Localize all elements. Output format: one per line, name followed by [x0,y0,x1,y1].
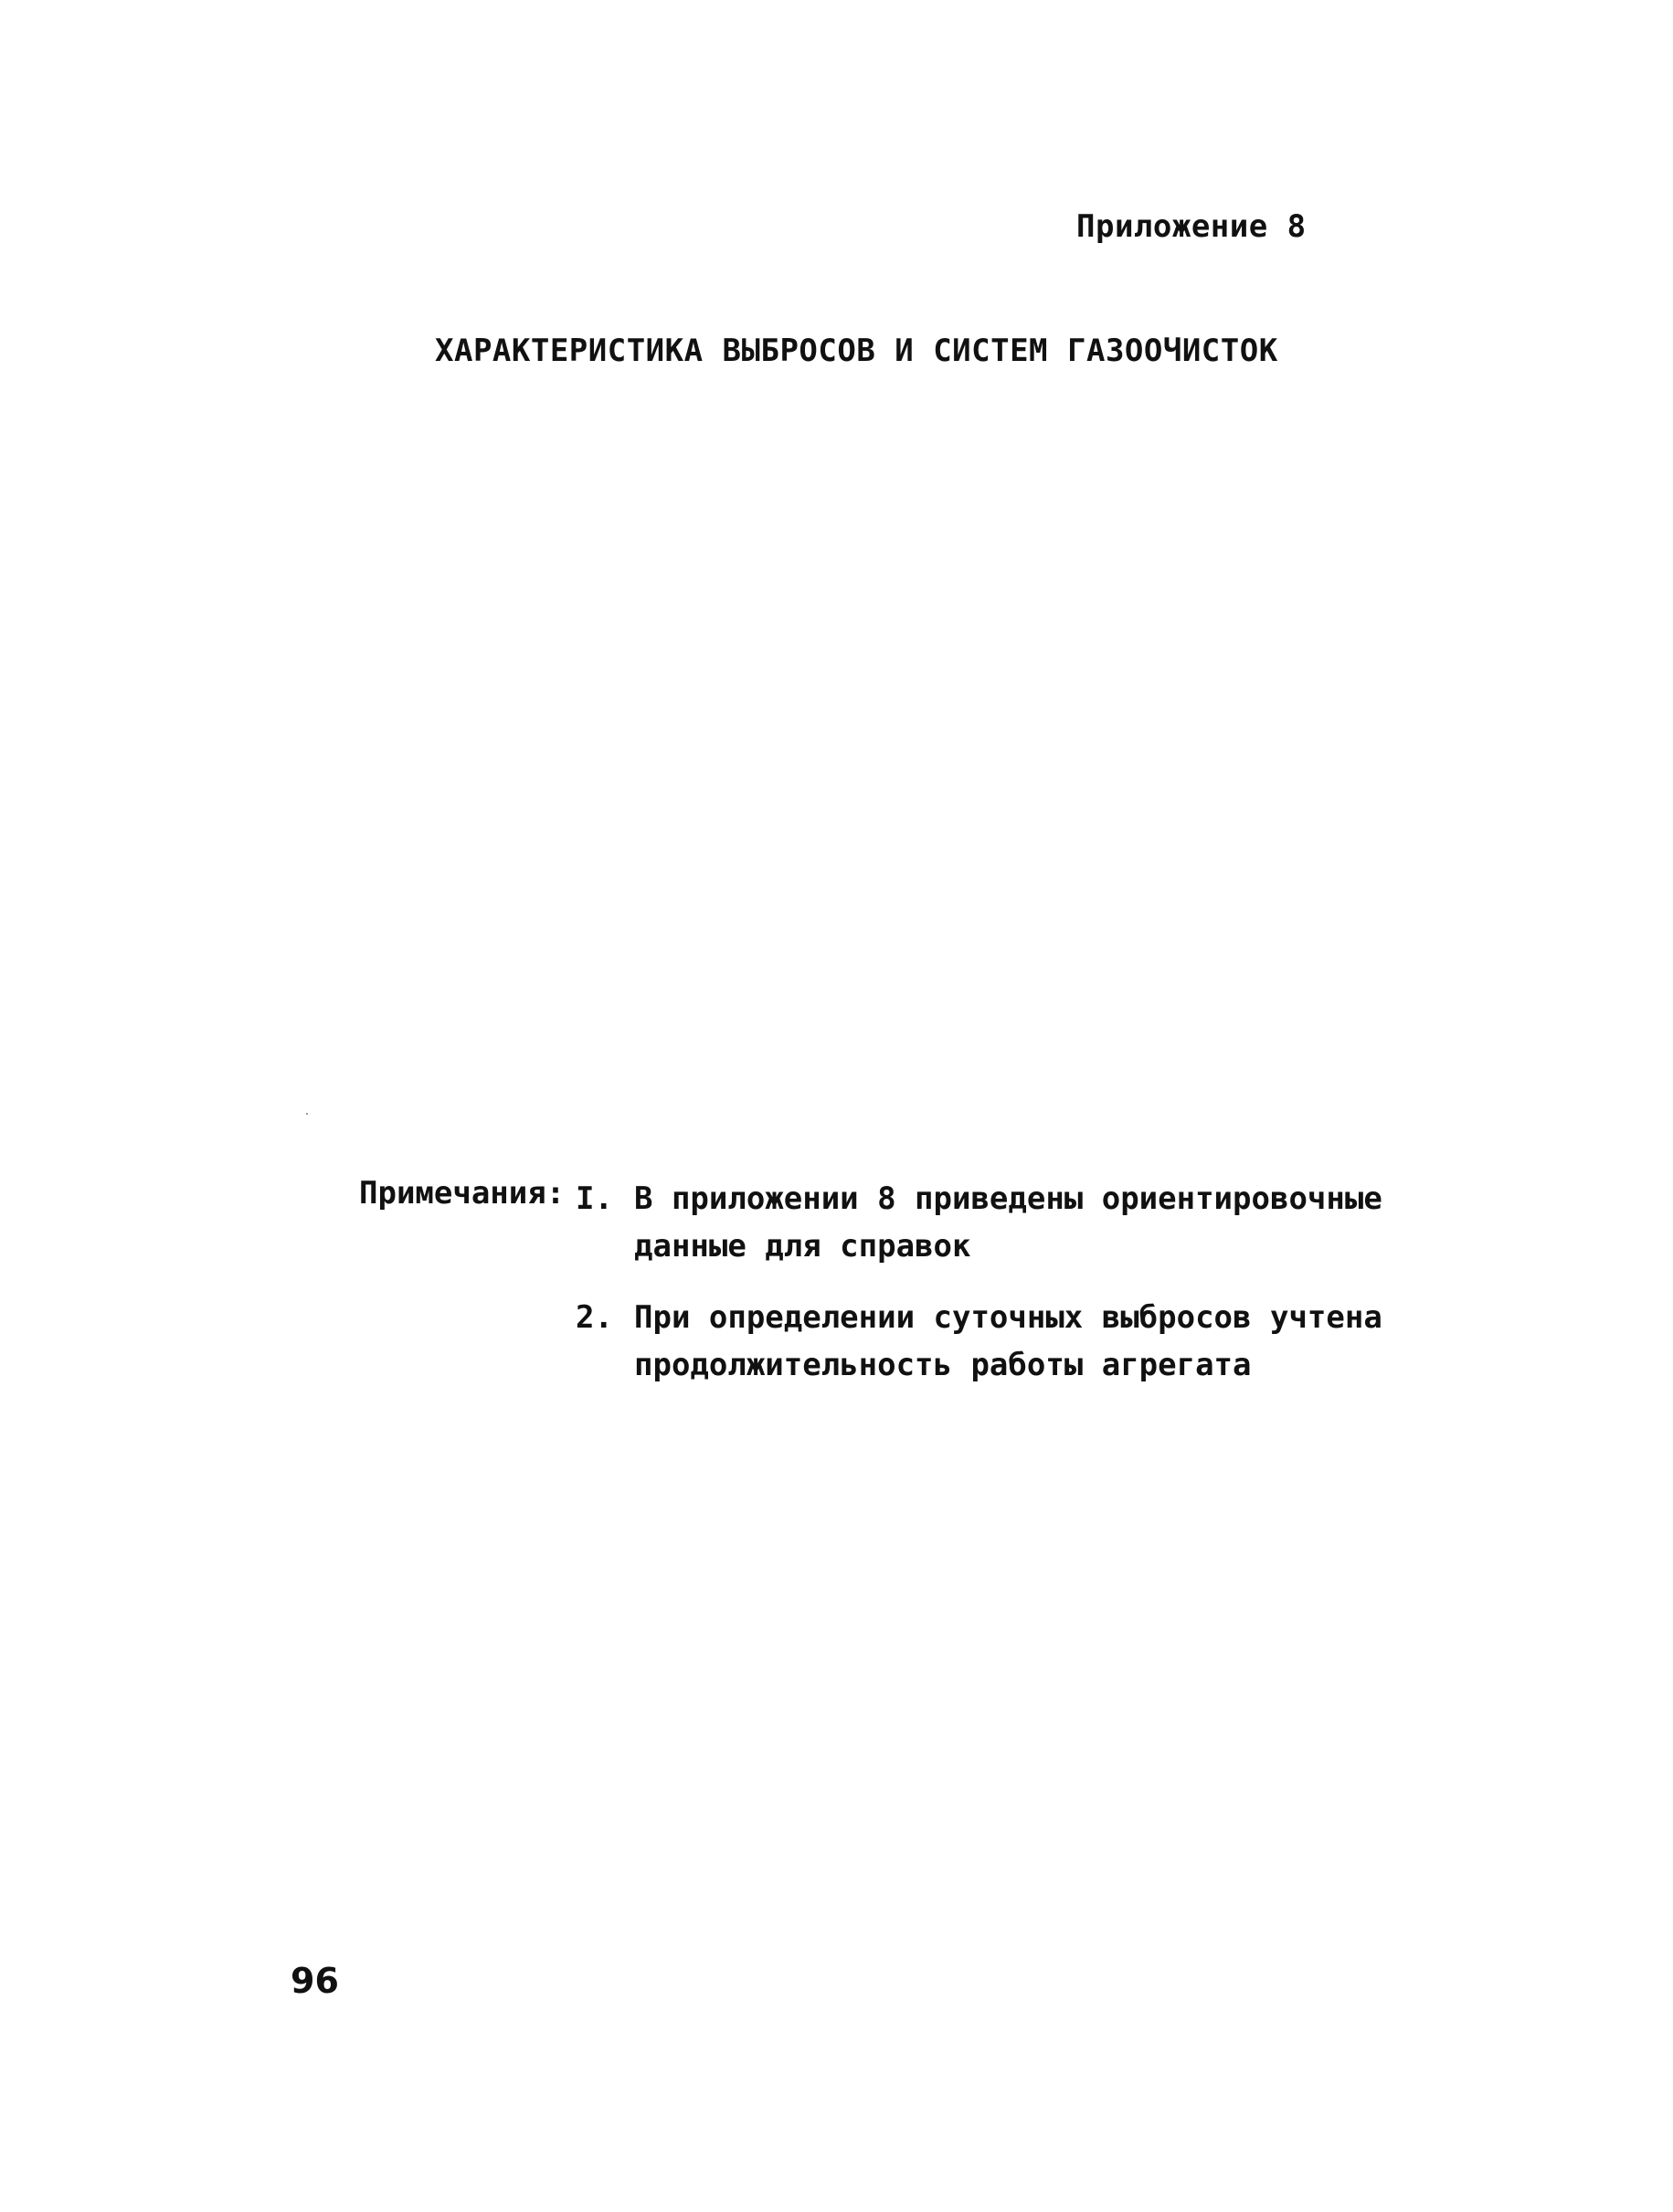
note-1-line-2: данные для справок [634,1228,971,1265]
page-number: 96 [291,1961,339,2001]
scan-speck [306,1113,308,1115]
note-1-line-1: В приложении 8 приведены ориентировочные [634,1180,1382,1217]
document-title: ХАРАКТЕРИСТИКА ВЫБРОСОВ И СИСТЕМ ГАЗООЧИСТОК [435,333,1278,369]
notes-heading: Примечания: [359,1175,566,1212]
appendix-label: Приложение 8 [1076,208,1307,245]
note-2-line-1: При определении суточных выбросов учтена [634,1299,1382,1336]
note-1-number: I. [576,1180,613,1217]
note-2-line-2: продолжительность работы агрегата [634,1347,1252,1383]
note-2-number: 2. [576,1299,613,1336]
